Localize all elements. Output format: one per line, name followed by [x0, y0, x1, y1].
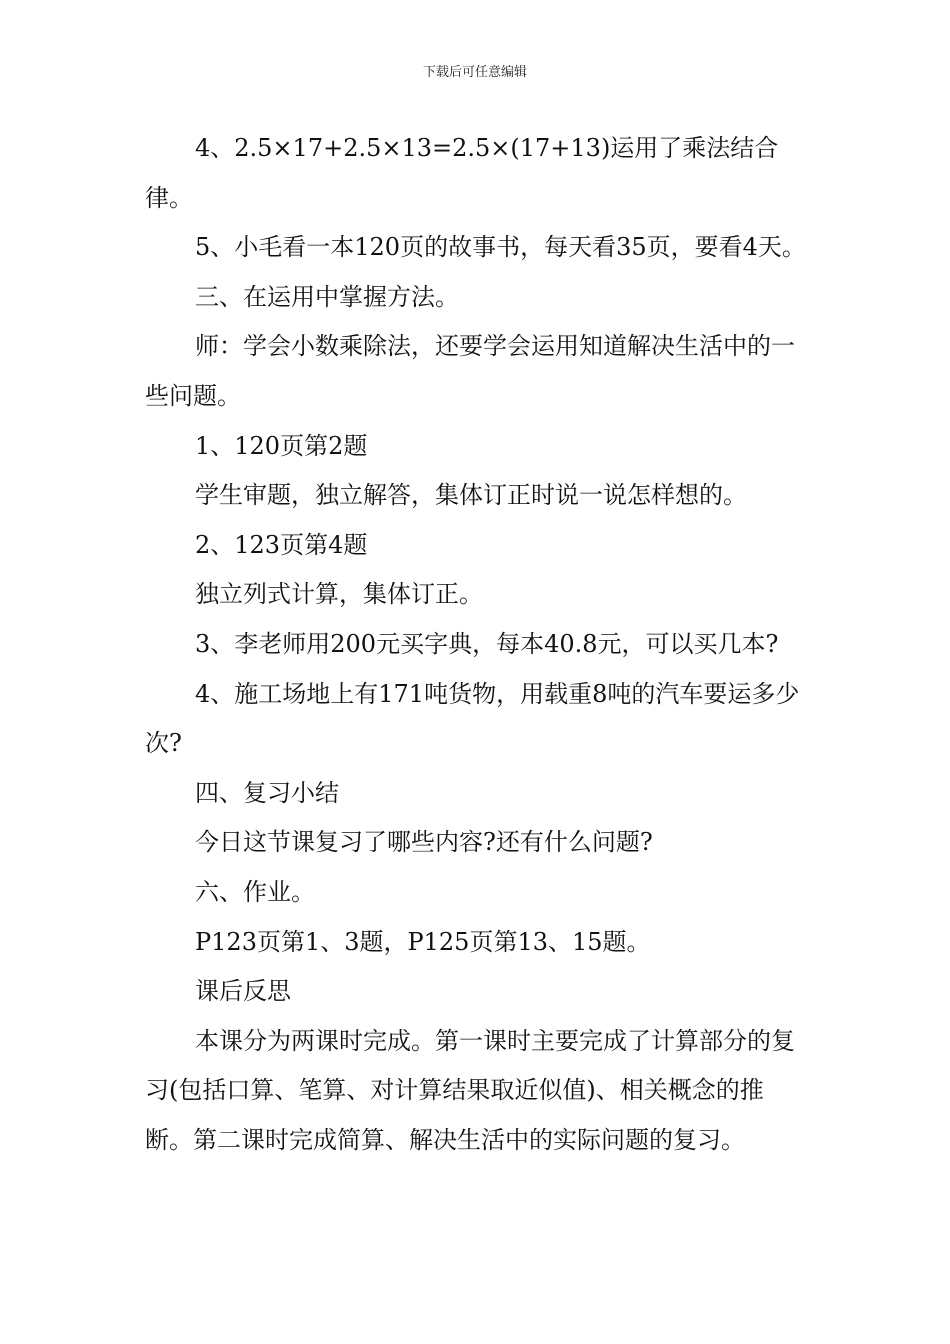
section-heading-apply: 三、在运用中掌握方法。 [195, 282, 459, 311]
exercise-instruction-2: 独立列式计算，集体订正。 [195, 580, 483, 609]
section-heading-reflection: 课后反思 [195, 977, 291, 1006]
exercise-item-2: 2、123页第4题 [195, 530, 368, 559]
exercise-item-4: 4、施工场地上有171吨货物，用载重8吨的汽车要运多少次? [145, 679, 800, 758]
document-body [145, 124, 810, 1165]
exercise-instruction-1: 学生审题，独立解答，集体订正时说一说怎样想的。 [195, 481, 747, 510]
homework-assignment: P123页第1、3题，P125页第13、15题。 [195, 927, 651, 956]
paragraph-storybook-item: 5、小毛看一本120页的故事书，每天看35页，要看4天。 [195, 233, 806, 262]
reflection-paragraph: 本课分为两课时完成。第一课时主要完成了计算部分的复习(包括口算、笔算、对计算结果取近似值)、相关概念的推断。第二课时完成简算、解决生活中的实际问题的复习。 [145, 1026, 795, 1154]
section-heading-homework: 六、作业。 [195, 877, 315, 906]
summary-question: 今日这节课复习了哪些内容?还有什么问题? [195, 828, 653, 857]
paragraph-law-item: 4、2.5×17+2.5×13=2.5×(17+13)运用了乘法结合律。 [145, 134, 779, 212]
page-header: 下载后可任意编辑 [422, 65, 527, 80]
exercise-item-3: 3、李老师用200元买字典，每本40.8元，可以买几本? [195, 629, 779, 658]
exercise-item-1: 1、120页第2题 [195, 431, 368, 460]
paragraph-teacher-remark: 师：学会小数乘除法，还要学会运用知道解决生活中的一些问题。 [145, 332, 795, 410]
section-heading-summary: 四、复习小结 [195, 778, 339, 807]
